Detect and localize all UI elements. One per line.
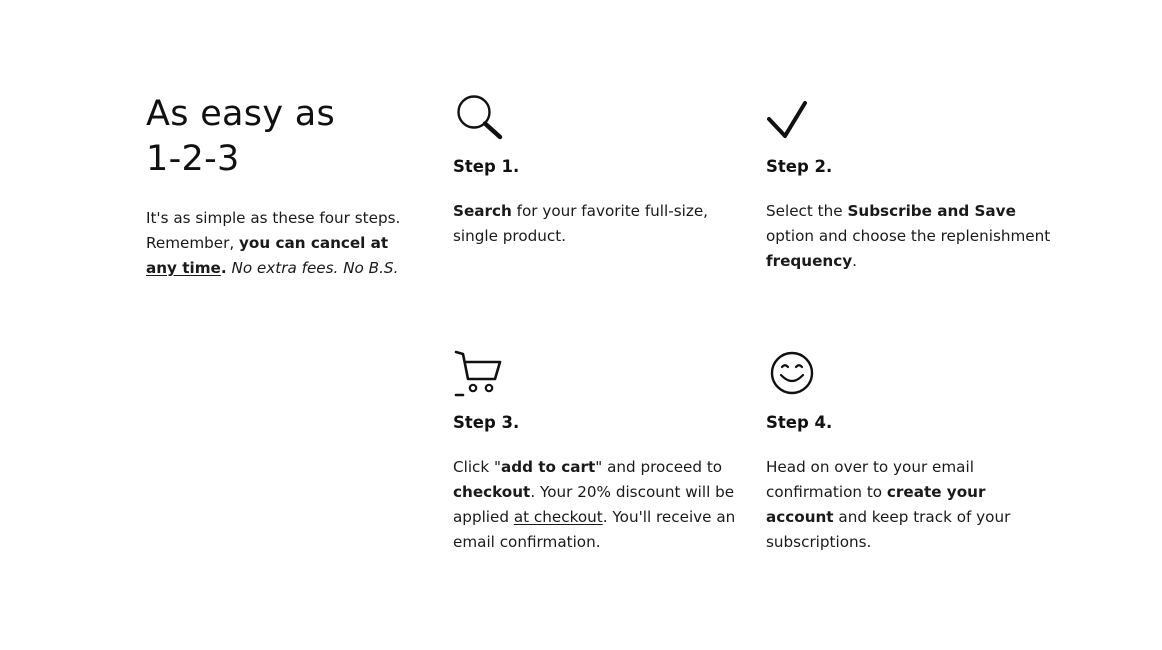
checkout-bold: checkout xyxy=(453,483,531,501)
create-account-bold: create your account xyxy=(766,483,986,526)
step-3 xyxy=(453,350,743,555)
step-3-text-part: . You'll receive an email confirmation. xyxy=(453,508,736,551)
intro-block xyxy=(146,92,408,281)
step-2-text xyxy=(766,199,1056,274)
step-4-text xyxy=(766,455,1056,555)
frequency-bold: frequency xyxy=(766,252,853,270)
any-time-underline: any time xyxy=(146,259,221,277)
step-1-text xyxy=(453,199,743,249)
step-2-title: Step 2. xyxy=(766,157,833,176)
step-4-text-part: Head on over to your email confirmation to xyxy=(766,458,974,501)
title-line-1: As easy as xyxy=(146,94,336,134)
step-3-text-part: . Your 20% discount will be applied xyxy=(453,483,735,526)
title-line-2: 1-2-3 xyxy=(146,139,240,179)
step-2-text-part: option and choose the replenishment xyxy=(766,227,1051,245)
cart-icon xyxy=(453,350,505,402)
step-1-title: Step 1. xyxy=(453,157,520,176)
step-4 xyxy=(766,350,1056,555)
step-3-title: Step 3. xyxy=(453,413,520,432)
section-title xyxy=(146,92,408,182)
step-1 xyxy=(453,94,743,249)
checkmark-icon xyxy=(766,94,818,146)
at-checkout-link[interactable]: at checkout xyxy=(513,508,603,526)
smiley-icon xyxy=(766,350,818,402)
step-1-text-part: for your favorite full-size, single product. xyxy=(453,202,709,245)
step-3-text-part: " and proceed to xyxy=(595,458,723,476)
step-2 xyxy=(766,94,1056,274)
step-4-text-part: and keep track of your subscriptions. xyxy=(766,508,1011,551)
search-bold: Search xyxy=(453,202,512,220)
no-fees-italic: No extra fees. No B.S. xyxy=(226,259,399,277)
add-to-cart-bold: add to cart xyxy=(501,458,596,476)
cancel-dot: . xyxy=(220,259,227,277)
step-3-text-part: Click " xyxy=(453,458,502,476)
step-2-text-part: Select the xyxy=(766,202,848,220)
cancel-text: you can cancel at xyxy=(239,234,389,252)
intro-text xyxy=(146,206,408,281)
step-2-text-part: . xyxy=(852,252,857,270)
step-3-text xyxy=(453,455,743,555)
intro-text-part: It's as simple as these four steps. Remember, xyxy=(146,209,401,252)
step-4-title: Step 4. xyxy=(766,413,833,432)
search-icon xyxy=(453,94,505,146)
subscribe-save-bold: Subscribe and Save xyxy=(847,202,1016,220)
